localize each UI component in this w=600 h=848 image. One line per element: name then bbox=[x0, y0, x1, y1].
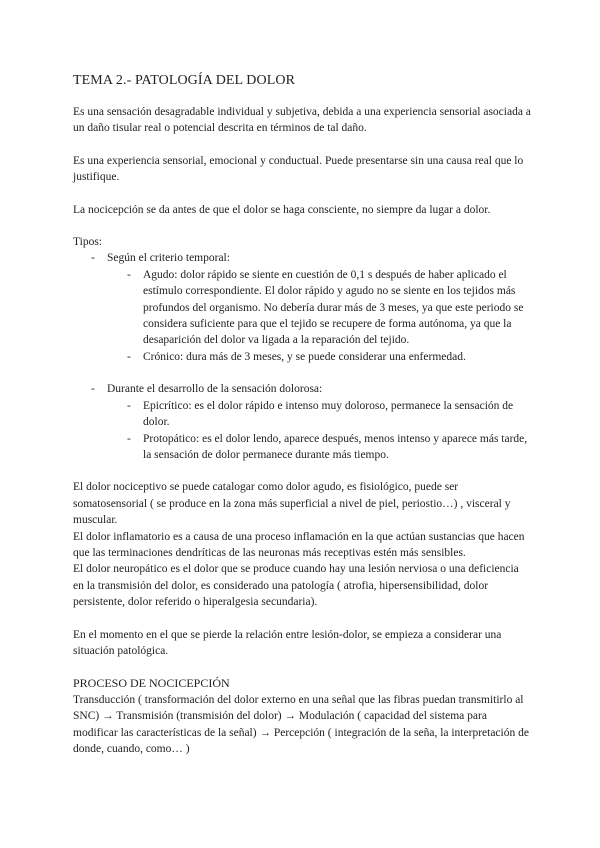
bullet-dash: - bbox=[127, 399, 131, 412]
list-item-text: Protopático: es el dolor lendo, aparece después, menos intenso y aparece más tarde, la sensación de dolor permanece durante más tiempo. bbox=[143, 432, 528, 461]
bullet-dash: - bbox=[127, 268, 131, 281]
list-item-temporal bbox=[73, 250, 531, 266]
list-item-label: Según el criterio temporal: bbox=[107, 252, 230, 265]
page-title: TEMA 2.- PATOLOGÍA DEL DOLOR bbox=[73, 73, 296, 88]
list-item-label: Durante el desarrollo de la sensación dolorosa: bbox=[107, 383, 323, 396]
inflamatorio-paragraph: El dolor inflamatorio es a causa de una proceso inflamación en la que actúan sustancias que hacen que las terminaciones dendríticas de las neuronas más receptivas estén más sensibles. bbox=[73, 530, 525, 559]
experience-paragraph: Es una experiencia sensorial, emocional y conductual. Puede presentarse sin una causa real que lo justifique. bbox=[73, 154, 524, 184]
list-item-desarrollo bbox=[73, 381, 531, 397]
list-item-cronico bbox=[73, 349, 531, 365]
bullet-dash: - bbox=[91, 252, 95, 265]
bullet-dash: - bbox=[127, 432, 131, 445]
list-item-protopatico bbox=[73, 431, 531, 464]
section-heading: PROCESO DE NOCICEPCIÓN bbox=[73, 676, 230, 691]
definition-paragraph: Es una sensación desagradable individual y subjetiva, debida a una experiencia sensorial asociada a un daño tisular real o potencial descrita en términos de tal daño. bbox=[73, 106, 531, 135]
tipos-label: Tipos: bbox=[73, 236, 102, 249]
nociceptivo-paragraph: El dolor nociceptivo se puede catalogar como dolor agudo, es fisiológico, puede ser somatosensorial ( se produce en la zona más superficial a nivel de piel, periostio…) , visceral y muscular. bbox=[73, 481, 511, 527]
list-item-text: Agudo: dolor rápido se siente en cuestión de 0,1 s después de haber aplicado el estímulo correspondiente. El dolor rápido y agudo no se siente en los tejidos más profundos del organismo. No debería durar más de 3 meses, ya que este periodo se considera suficiente para que el tejido se recupere de forma autónoma, ya que la desaparición del dolor va ligada a la reparación del tejido. bbox=[143, 268, 524, 347]
nocicepcion-process-paragraph: Transducción ( transformación del dolor externo en una señal que las fibras puedan transmitirlo al SNC) → Transmisión (transmisión del dolor) → Modulación ( capacidad del sistema para modificar las características de la señal) → Percepción ( integración de la seña, la interpretación de donde, cuando, como… ) bbox=[73, 693, 529, 755]
list-item-text: Crónico: dura más de 3 meses, y se puede considerar una enfermedad. bbox=[143, 350, 466, 363]
bullet-dash: - bbox=[91, 383, 95, 396]
document-page bbox=[73, 72, 531, 757]
neuropatico-paragraph: El dolor neuropático es el dolor que se produce cuando hay una lesión nerviosa o una deficiencia en la transmisión del dolor, es considerado una patología ( atrofia, hipersensibilidad, dolor persistente, dolor referido o hiperalgesia secundaria). bbox=[73, 563, 519, 609]
list-item-text: Epicrítico: es el dolor rápido e intenso muy doloroso, permanece la sensación de dolor. bbox=[143, 399, 514, 429]
nocicepcion-paragraph: La nocicepción se da antes de que el dolor se haga consciente, no siempre da lugar a dolor. bbox=[73, 203, 491, 216]
patologica-paragraph: En el momento en el que se pierde la relación entre lesión-dolor, se empieza a considerar una situación patológica. bbox=[73, 628, 502, 657]
bullet-dash: - bbox=[127, 350, 131, 363]
list-item-epicritico bbox=[73, 398, 531, 431]
list-item-agudo bbox=[73, 267, 531, 349]
